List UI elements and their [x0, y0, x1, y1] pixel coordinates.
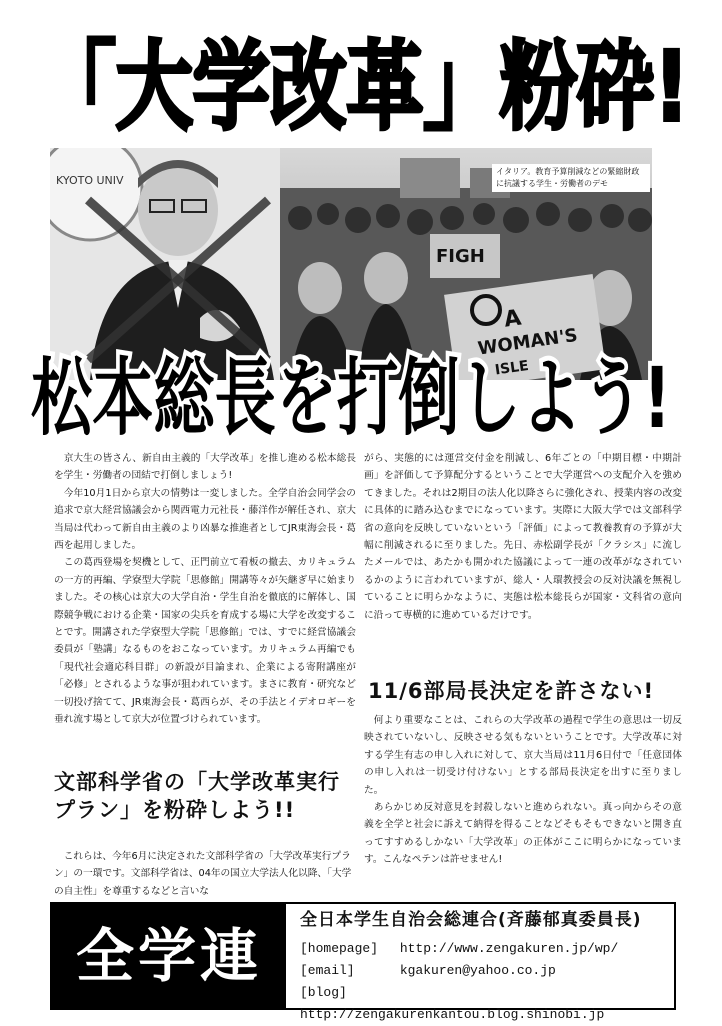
blog-label: [blog] [300, 985, 347, 1000]
homepage-link[interactable]: http://www.zengakuren.jp/wp/ [399, 941, 619, 956]
photo-caption: イタリア。教育予算削減などの緊縮財政に抗議する学生・労働者のデモ [492, 164, 650, 192]
paragraph: 何より重要なことは、これらの大学改革の過程で学生の意思は一切反映されていないし、反映させる気もないということです。大学改革に対する学生有志の申し入れに対して、京大当局は11月6日付で「任意団体の申し入れは一切受け付けない」とする部局長決定を出すに至りました。 [364, 715, 682, 796]
headline-text: 「大学改革」粉砕! [39, 31, 689, 138]
section-heading-plan: 文部科学省の「大学改革実行プラン」を粉砕しよう!! [54, 770, 340, 822]
paragraph: あらかじめ反対意見を封殺しないと進められない。真っ向からその意義を全学と社会に訴えて納得を得ることなどそもそもできないと開き直ってすすめるしかない「大学改革」の正体がここに明らかになっています。こんなペテンは許せません! [364, 802, 682, 866]
paragraph: この葛西登場を契機として、正門前立て看板の撤去、カリキュラムの一方的再編、学寮型大学院「思修館」開講等々が矢継ぎ早に始まりました。その核心は京大の大学自治・学生自治を徹底的に解体し、国際競争戦における企業・国家の尖兵を育成する場に大学を改変することです。開講された学寮型大学院「思修館」では、すでに経営協議会委員が「塾講」なるものをおこなっています。カリキュラム再編でも「現代社会適応科目群」の新設が目論まれ、企業による寄附講座が「必修」とされるような事が狙われています。まさに教育・研究など一切投げ捨てて、JR東海会長・葛西らが、その手法とイデオロギーを垂れ流す場として京大が位置づけられています。 [54, 557, 356, 726]
sign-text-4: ISLE [493, 357, 530, 379]
headline-2-text: 松本総長を打倒しよう! [31, 349, 671, 445]
right-column [364, 450, 682, 624]
sign-text-1: FIGH [436, 246, 485, 267]
sign-text-2: A [502, 305, 523, 333]
sign-text-3: WOMAN'S [476, 324, 579, 360]
footer [50, 902, 676, 1022]
paragraph: がら、実態的には運営交付金を削減し、6年ごとの「中期目標・中期計画」を評価して予算配分するということで大学運営への支配介入を強めてきました。それは2期目の法人化以降さらに強化され、授業内容の改変に具体的に踏み込むまでになっています。実際に大阪大学では文部科学省の意向を反映していないという「評価」によって教養教育の予算が大幅に削減されるに至りました。先日、赤松副学長が「クラシス」に流したメールでは、あたかも開かれた協議によって一連の改革がなされているかのように言われていますが、総人・人環教授会の反対決議を無視していることに明らかなように、実態は松本総長らが国家・文科省の意向に沿って専横的に進めているだけです。 [364, 453, 682, 621]
homepage-label: [homepage] [300, 941, 379, 956]
email-label: [email] [300, 963, 355, 978]
section-heading-decision: 11/6部局長決定を許さない! [368, 679, 655, 703]
building-text: KYOTO UNIV [56, 174, 124, 187]
blog-link[interactable]: http://zengakurenkantou.blog.shinobi.jp [300, 1007, 605, 1022]
right-column-2 [364, 712, 682, 869]
left-column [54, 450, 356, 729]
headline-2 [26, 335, 676, 445]
contact-links [300, 938, 674, 1026]
zengakuren-logo: 全学連 [52, 904, 286, 1008]
paragraph: 京大生の皆さん、新自由主義的「大学改革」を推し進める松本総長を学生・労働者の団結で打倒しましょう! [54, 453, 356, 482]
paragraph: 今年10月1日から京大の情勢は一変しました。全学自治会同学会の追求で京大経営協議会から関西電力元社長・藤洋作が解任され、京大当局は代わって新自由主義のより凶暴な推進者としてJR東海会長・葛西を起用しました。 [54, 487, 356, 552]
paragraph: これらは、今年6月に決定された文部科学省の「大学改革実行プラン」の一環です。文部科学省は、04年の国立大学法人化以降、「大学の自主性」を尊重するなどと言いな [54, 851, 352, 897]
left-column-2 [54, 848, 356, 900]
organization-name: 全日本学生自治会総連合(斉藤郁真委員長) [300, 910, 642, 930]
email-link[interactable]: kgakuren@yahoo.co.jp [399, 963, 556, 978]
headline [34, 28, 694, 138]
